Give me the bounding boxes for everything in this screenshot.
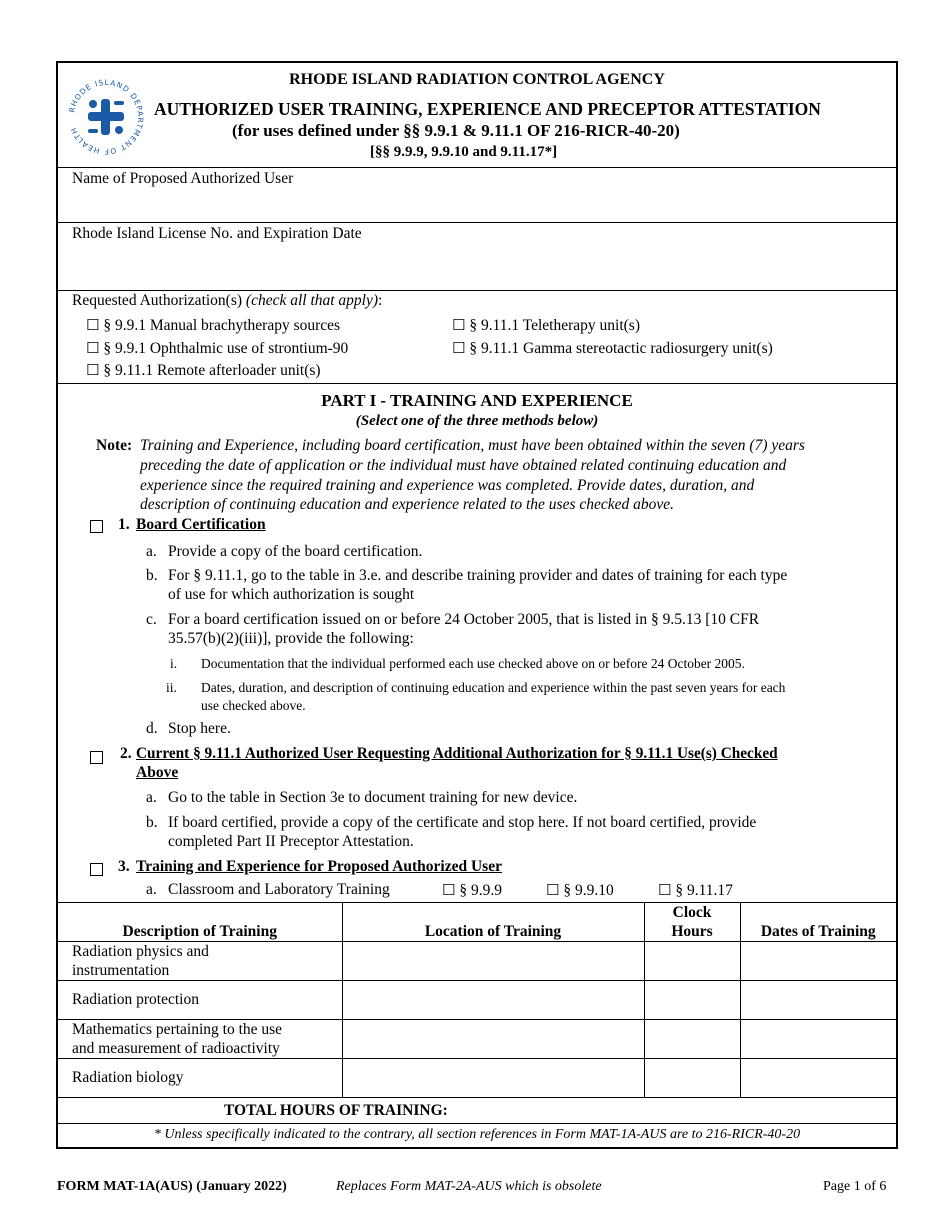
license-label: Rhode Island License No. and Expiration Date [72, 225, 362, 242]
method3-title: Training and Experience for Proposed Authorized User [136, 858, 502, 875]
note-line-3: experience since the required training and experience was completed. Provide dates, duration, and [140, 477, 755, 494]
form-subtitle: (for uses defined under §§ 9.9.1 & 9.11.1 OF 216-RICR-40-20) [232, 121, 680, 140]
m1-cii-text-2: use checked above. [201, 698, 306, 713]
m3-a-letter: a. [146, 881, 157, 898]
m2-b-text-1: If board certified, provide a copy of the certificate and stop here. If not board certified, provide [168, 814, 757, 831]
row-description: Mathematics pertaining to the use and measurement of radioactivity [58, 1020, 342, 1059]
method2-number: 2. [120, 745, 132, 762]
total-hours-label: TOTAL HOURS OF TRAINING: [58, 1098, 896, 1124]
m1-c-text-1: For a board certification issued on or before 24 October 2005, that is listed in § 9.5.13 [10 CFR [168, 611, 760, 628]
page-number: Page 1 of 6 [823, 1179, 887, 1194]
checkbox[interactable]: ☐ [86, 339, 100, 357]
hours-cell[interactable] [644, 942, 740, 981]
m1-cii-numeral: ii. [166, 680, 177, 695]
m1-b-letter: b. [146, 567, 158, 584]
m3-a-text: Classroom and Laboratory Training [168, 881, 390, 898]
location-cell[interactable] [342, 981, 644, 1020]
checkbox[interactable]: ☐ [86, 361, 100, 379]
checkbox[interactable]: ☐ [86, 316, 100, 334]
method1-number: 1. [118, 516, 130, 533]
row-description: Radiation physics and instrumentation [58, 942, 342, 981]
m1-b-text-1: For § 9.11.1, go to the table in 3.e. and describe training provider and dates of training for each type [168, 567, 788, 584]
m1-d-letter: d. [146, 720, 158, 737]
requested-label: Requested Authorization(s) (check all that apply): [72, 292, 383, 309]
option-manual-brachytherapy[interactable]: ☐ § 9.9.1 Manual brachytherapy sources [86, 316, 341, 334]
m1-a-text: Provide a copy of the board certification. [168, 543, 423, 560]
method3-number: 3. [118, 858, 130, 875]
m3-option-9-9-10[interactable]: ☐ § 9.9.10 [546, 881, 614, 899]
option-teletherapy[interactable]: ☐ § 9.11.1 Teletherapy unit(s) [452, 316, 640, 334]
m1-d-text: Stop here. [168, 720, 231, 737]
note-line-2: preceding the date of application or the individual must have obtained related continuing education and [140, 457, 787, 474]
form-title: AUTHORIZED USER TRAINING, EXPERIENCE AND PRECEPTOR ATTESTATION [154, 99, 821, 119]
checkbox[interactable]: ☐ [546, 881, 560, 899]
m1-ci-numeral: i. [170, 656, 178, 671]
name-input-area[interactable] [58, 189, 896, 221]
hours-cell[interactable] [644, 981, 740, 1020]
location-cell[interactable] [342, 942, 644, 981]
table-row [58, 942, 896, 981]
header-clock-hours: Clock Hours [644, 903, 740, 942]
note-line-4: description of continuing education and experience related to the uses checked above. [140, 496, 675, 513]
logo-text: RHODE ISLAND DEPARTMENT OF HEALTH [67, 77, 146, 157]
option-ophthalmic-strontium[interactable]: ☐ § 9.9.1 Ophthalmic use of strontium-90 [86, 339, 349, 357]
row-description: Radiation protection [58, 981, 342, 1020]
replaces-note: Replaces Form MAT-2A-AUS which is obsolete [336, 1179, 602, 1194]
m1-ci-text: Documentation that the individual performed each use checked above on or before 24 October 2005. [201, 656, 745, 671]
checkbox[interactable]: ☐ [442, 881, 456, 899]
m1-b-text-2: of use for which authorization is sought [168, 586, 415, 603]
option-remote-afterloader[interactable]: ☐ § 9.11.1 Remote afterloader unit(s) [86, 361, 321, 379]
form-frame [56, 61, 898, 1149]
m3-option-9-9-9[interactable]: ☐ § 9.9.9 [442, 881, 502, 899]
header-location: Location of Training [342, 903, 644, 942]
name-label: Name of Proposed Authorized User [72, 170, 294, 187]
method2-title-2: Above [136, 764, 179, 781]
table-row [58, 981, 896, 1020]
header-description: Description of Training [58, 903, 342, 942]
option-gamma-stereotactic[interactable]: ☐ § 9.11.1 Gamma stereotactic radiosurgery unit(s) [452, 339, 773, 357]
m2-a-text: Go to the table in Section 3e to document training for new device. [168, 789, 578, 806]
m2-a-letter: a. [146, 789, 157, 806]
checkbox[interactable]: ☐ [658, 881, 672, 899]
total-row [58, 1098, 896, 1124]
table-row [58, 1059, 896, 1098]
dates-cell[interactable] [740, 1059, 896, 1098]
method2-checkbox[interactable] [90, 750, 103, 768]
table-header-row [58, 903, 896, 942]
department-logo [66, 77, 146, 157]
location-cell[interactable] [342, 1059, 644, 1098]
row-description: Radiation biology [58, 1059, 342, 1098]
checkbox[interactable]: ☐ [452, 339, 466, 357]
m2-b-text-2: completed Part II Preceptor Attestation. [168, 833, 414, 850]
note-line-1: Training and Experience, including board certification, must have been obtained within the seven (7) years [140, 437, 805, 454]
form-sections: [§§ 9.9.9, 9.9.10 and 9.11.17*] [370, 144, 558, 160]
method2-title-1: Current § 9.11.1 Authorized User Requesting Additional Authorization for § 9.11.1 Use(s) Checked [136, 745, 778, 762]
m1-c-letter: c. [146, 611, 157, 628]
part1-subtitle: (Select one of the three methods below) [355, 413, 599, 429]
method1-checkbox[interactable] [90, 519, 103, 537]
m2-b-letter: b. [146, 814, 158, 831]
method1-title: Board Certification [136, 516, 266, 533]
license-input-area[interactable] [58, 245, 896, 288]
table-row [58, 1020, 896, 1059]
method3-checkbox[interactable] [90, 862, 103, 880]
location-cell[interactable] [342, 1020, 644, 1059]
note-label: Note: [96, 437, 133, 454]
footnote: * Unless specifically indicated to the contrary, all section references in Form MAT-1A-AUS are to 216-RICR-40-20 [153, 1127, 801, 1142]
hours-cell[interactable] [644, 1059, 740, 1098]
dates-cell[interactable] [740, 1020, 896, 1059]
m1-a-letter: a. [146, 543, 157, 560]
m3-option-9-11-17[interactable]: ☐ § 9.11.17 [658, 881, 733, 899]
hours-cell[interactable] [644, 1020, 740, 1059]
dates-cell[interactable] [740, 942, 896, 981]
dates-cell[interactable] [740, 981, 896, 1020]
agency-name: RHODE ISLAND RADIATION CONTROL AGENCY [289, 71, 665, 88]
training-table [58, 902, 896, 1124]
m1-cii-text-1: Dates, duration, and description of continuing education and experience within the past seven years for each [201, 680, 786, 695]
header-dates: Dates of Training [740, 903, 896, 942]
form-id: FORM MAT-1A(AUS) (January 2022) [57, 1179, 287, 1194]
m1-c-text-2: 35.57(b)(2)(iii)], provide the following: [168, 630, 414, 647]
checkbox[interactable]: ☐ [452, 316, 466, 334]
part1-title: PART I - TRAINING AND EXPERIENCE [321, 391, 633, 410]
